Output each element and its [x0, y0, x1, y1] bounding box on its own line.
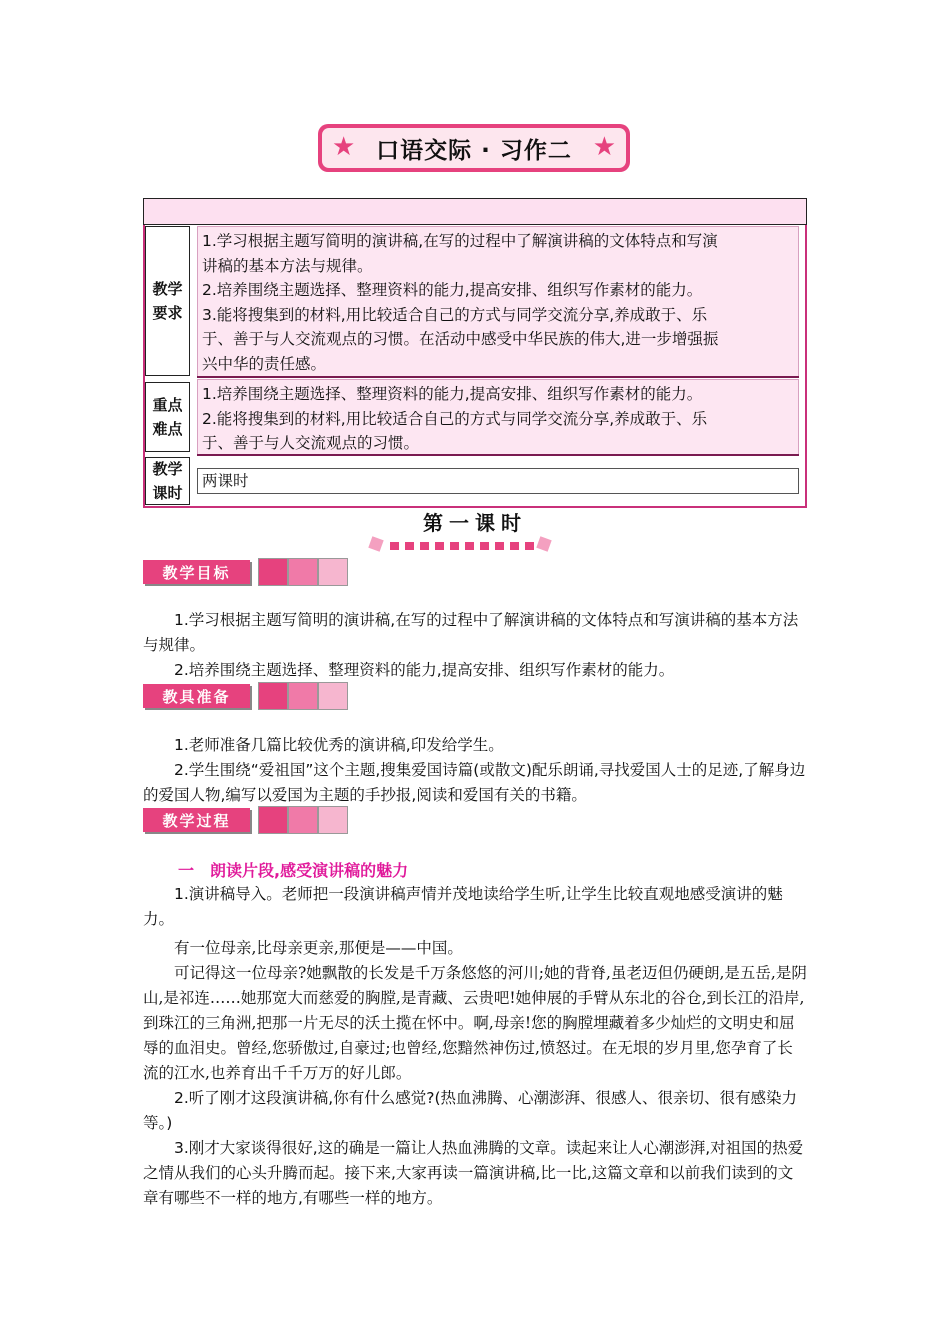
cell-line: 于、善于与人交流观点的习惯。 [202, 434, 420, 452]
table-header-row [143, 198, 807, 225]
row-divider [197, 454, 799, 456]
cell-line: 3.能将搜集到的材料,用比较适合自己的方式与同学交流分享,养成敢于、乐 [202, 305, 708, 324]
lesson-title-underline [370, 538, 550, 552]
star-icon: ★ [332, 132, 356, 162]
paragraph: 1.老师准备几篇比较优秀的演讲稿,印发给学生。 [174, 736, 504, 754]
cell-line: 讲稿的基本方法与规律。 [202, 256, 373, 275]
square-icon [288, 806, 318, 834]
row-label-line: 要求 [152, 304, 183, 322]
diamond-icon [536, 536, 551, 551]
lesson-title: 第一课时 [423, 511, 527, 535]
paragraph: 2.学生围绕“爱祖国”这个主题,搜集爱国诗篇(或散文)配乐朗诵,寻找爱国人士的足迹,了解身边的爱国人物,编写以爱国为主题的手抄报,阅读和爱国有关的书籍。 [143, 761, 806, 804]
section-header-goals [143, 558, 353, 588]
process-body [143, 882, 807, 1211]
square-icon [288, 682, 318, 710]
square-icon [288, 558, 318, 586]
cell-line: 兴中华的责任感。 [202, 354, 327, 373]
paragraph: 1.学习根据主题写简明的演讲稿,在写的过程中了解演讲稿的文体特点和写演讲稿的基本方法与规律。 [143, 611, 799, 654]
subsection-title: 一 朗读片段,感受演讲稿的魅力 [178, 861, 409, 880]
square-icon [318, 558, 348, 586]
prep-body [143, 733, 807, 808]
section-label: 教学目标 [143, 560, 250, 584]
square-icon [318, 806, 348, 834]
section-header-prep [143, 682, 353, 712]
row-label-requirements [145, 226, 190, 376]
row-label-line: 难点 [152, 420, 183, 438]
square-icon [258, 806, 288, 834]
paragraph: 3.刚才大家谈得很好,这的确是一篇让人热血沸腾的文章。读起来让人心潮澎湃,对祖国的热爱之情从我们的心头升腾而起。接下来,大家再读一篇演讲稿,比一比,这篇文章和以前我们读到的文章有哪些不一样的地方,有哪些一样的地方。 [143, 1139, 804, 1207]
diamond-icon [368, 536, 383, 551]
square-icon [258, 558, 288, 586]
cell-line: 于、善于与人交流观点的习惯。在活动中感受中华民族的伟大,进一步增强振 [202, 330, 719, 348]
paragraph: 1.演讲稿导入。老师把一段演讲稿声情并茂地读给学生听,让学生比较直观地感受演讲的魅力。 [143, 885, 783, 928]
star-icon: ★ [592, 132, 616, 162]
page-title: 口语交际 · 习作二 [376, 137, 572, 164]
square-icon [318, 682, 348, 710]
section-label: 教具准备 [143, 684, 250, 708]
row-cell-class-hours [197, 468, 799, 494]
goals-body [143, 608, 807, 683]
quote-paragraph: 可记得这一位母亲?她飘散的长发是千万条悠悠的河川;她的背脊,虽老迈但仍硬朗,是五岳,是阴山,是祁连……她那宽大而慈爱的胸膛,是青藏、云贵吧!她伸展的手臂从东北的谷仓,到长江的沿岸,到珠江的三角洲,把那一片无尽的沃土揽在怀中。啊,母亲!您的胸膛埋藏着多少灿烂的文明史和屈辱的血泪史。曾经,您骄傲过,自豪过;也曾经,您黯然神伤过,愤怒过。在无垠的岁月里,您孕育了长流的江水,也养育出千千万万的好儿郎。 [143, 964, 807, 1082]
quote-paragraph: 有一位母亲,比母亲更亲,那便是——中国。 [174, 939, 463, 957]
row-label-line: 教学 [152, 280, 183, 298]
section-label: 教学过程 [143, 808, 250, 832]
row-divider [197, 376, 799, 378]
row-cell-key-points [197, 379, 799, 455]
section-header-process [143, 806, 353, 836]
row-label-class-hours [145, 457, 190, 505]
cell-line: 2.能将搜集到的材料,用比较适合自己的方式与同学交流分享,养成敢于、乐 [202, 409, 708, 428]
paragraph: 2.听了刚才这段演讲稿,你有什么感觉?(热血沸腾、心潮澎湃、很感人、很亲切、很有感染力等。) [143, 1089, 797, 1132]
title-banner [318, 124, 630, 172]
cell-line: 1.学习根据主题写简明的演讲稿,在写的过程中了解演讲稿的文体特点和写演 [202, 232, 718, 250]
cell-line: 1.培养围绕主题选择、整理资料的能力,提高安排、组织写作素材的能力。 [202, 385, 703, 403]
row-label-line: 重点 [152, 396, 183, 414]
paragraph: 2.培养围绕主题选择、整理资料的能力,提高安排、组织写作素材的能力。 [174, 661, 675, 679]
cell-line: 两课时 [202, 472, 249, 490]
cell-line: 2.培养围绕主题选择、整理资料的能力,提高安排、组织写作素材的能力。 [202, 281, 703, 299]
row-label-line: 教学 [152, 460, 183, 478]
square-icon [258, 682, 288, 710]
row-label-key-points [145, 382, 190, 452]
row-cell-requirements [197, 226, 799, 378]
row-label-line: 课时 [152, 484, 183, 502]
